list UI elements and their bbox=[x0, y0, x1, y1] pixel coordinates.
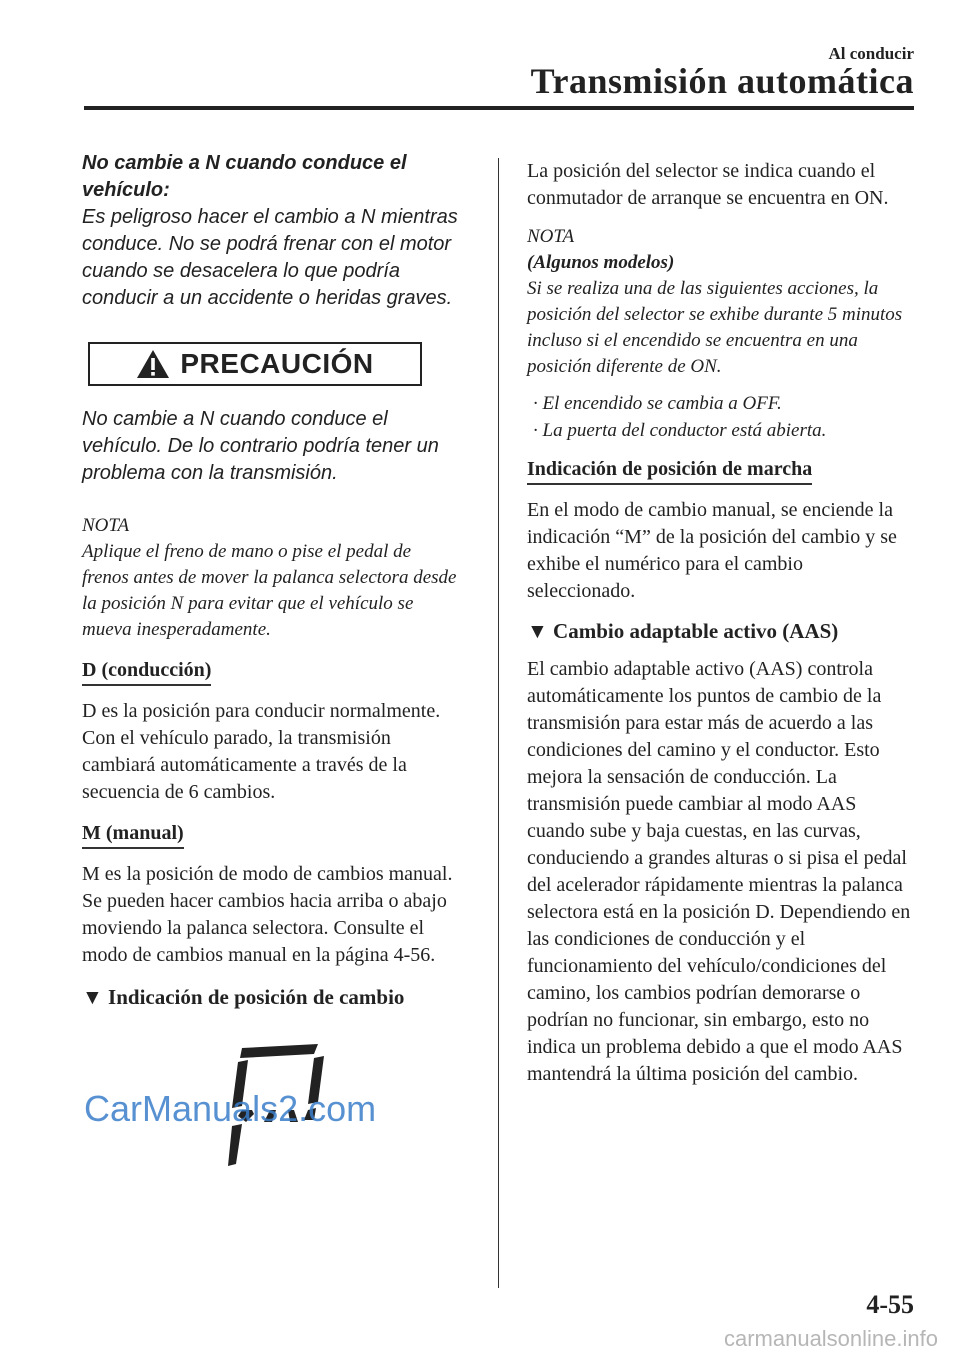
watermark-logo: CarManuals2.com bbox=[84, 1088, 377, 1129]
d-body: D es la posición para conducir normalmente. Con el vehículo parado, la transmisión cambiará automáticamente a través de la secuencia de 6 cambios. bbox=[82, 700, 441, 803]
aas-body: El cambio adaptable activo (AAS) controla automáticamente los puntos de cambio de la transmisión para estar más de acuerdo a las condiciones del camino y el conductor. Esto mejora la sensación de conducción. La transmisión puede cambiar al modo AAS cuando sube y baja cuestas, en las curvas, conduciendo a grandes alturas o si pisa el pedal del acelerador rápidamente mientras la palanca selectora está en la posición D. Dependiendo en las condiciones de conducción y el funcionamiento del vehículo/condiciones del camino, los cambios podrían demorarse o podrían no funcionar, sin embargo, esto no indica un problema debido a que el modo AAS mantendrá la última posición del cambio. bbox=[527, 658, 911, 1085]
column-divider bbox=[498, 158, 499, 1288]
caution-banner bbox=[88, 342, 422, 386]
footer-watermark: carmanualsonline.info bbox=[723, 1326, 938, 1351]
warning-heading: No cambie a N cuando conduce el vehículo: bbox=[82, 152, 407, 201]
gear-heading: Indicación de posición de marcha bbox=[527, 458, 812, 485]
shift-position-figure bbox=[82, 1036, 382, 1181]
nota-label-right: NOTA bbox=[527, 226, 575, 247]
triangle-down-icon: ▼ bbox=[527, 619, 548, 643]
right-column bbox=[527, 150, 915, 1088]
header-rule bbox=[84, 106, 914, 110]
d-heading: D (conducción) bbox=[82, 659, 211, 686]
caution-label: PRECAUCIÓN bbox=[180, 348, 374, 379]
nota-body-right: Si se realiza una de las siguientes acciones, la posición del selector se exhibe durante 5 minutos incluso si el encendido se encuentra en una posición diferente de ON. bbox=[527, 278, 903, 377]
list-item: · El encendido se cambia a OFF. bbox=[533, 393, 782, 414]
nota-models: (Algunos modelos) bbox=[527, 252, 675, 273]
gear-body: En el modo de cambio manual, se enciende la indicación “M” de la posición del cambio y se exhibe el numérico para el cambio seleccionado. bbox=[527, 499, 897, 602]
page-title: Transmisión automática bbox=[530, 61, 914, 101]
aas-heading: ▼ Cambio adaptable activo (AAS) bbox=[527, 619, 839, 643]
bullet-list bbox=[527, 390, 915, 444]
intro-text: La posición del selector se indica cuando el conmutador de arranque se encuentra en ON. bbox=[527, 160, 889, 209]
triangle-down-icon: ▼ bbox=[82, 985, 103, 1009]
caution-body: No cambie a N cuando conduce el vehículo. De lo contrario podría tener un problema con la transmisión. bbox=[82, 408, 439, 484]
nota-body: Aplique el freno de mano o pise el pedal de frenos antes de mover la palanca selectora desde la posición N para evitar que el vehículo se mueva inesperadamente. bbox=[82, 541, 457, 640]
section-label: Al conducir bbox=[828, 44, 914, 63]
list-item: · La puerta del conductor está abierta. bbox=[533, 420, 827, 441]
m-heading: M (manual) bbox=[82, 822, 184, 849]
warning-triangle-icon bbox=[136, 349, 170, 379]
shift-indication-heading: ▼ Indicación de posición de cambio bbox=[82, 985, 405, 1009]
warning-body: Es peligroso hacer el cambio a N mientras conduce. No se podrá frenar con el motor cuando se desacelera lo que podría conducir a un accidente o heridas graves. bbox=[82, 206, 458, 309]
nota-label: NOTA bbox=[82, 515, 130, 536]
page-number: 4-55 bbox=[866, 1290, 914, 1319]
left-column bbox=[82, 150, 462, 1181]
m-body: M es la posición de modo de cambios manual. Se pueden hacer cambios hacia arriba o abajo moviendo la palanca selectora. Consulte el modo de cambios manual en la página 4-56. bbox=[82, 863, 453, 966]
